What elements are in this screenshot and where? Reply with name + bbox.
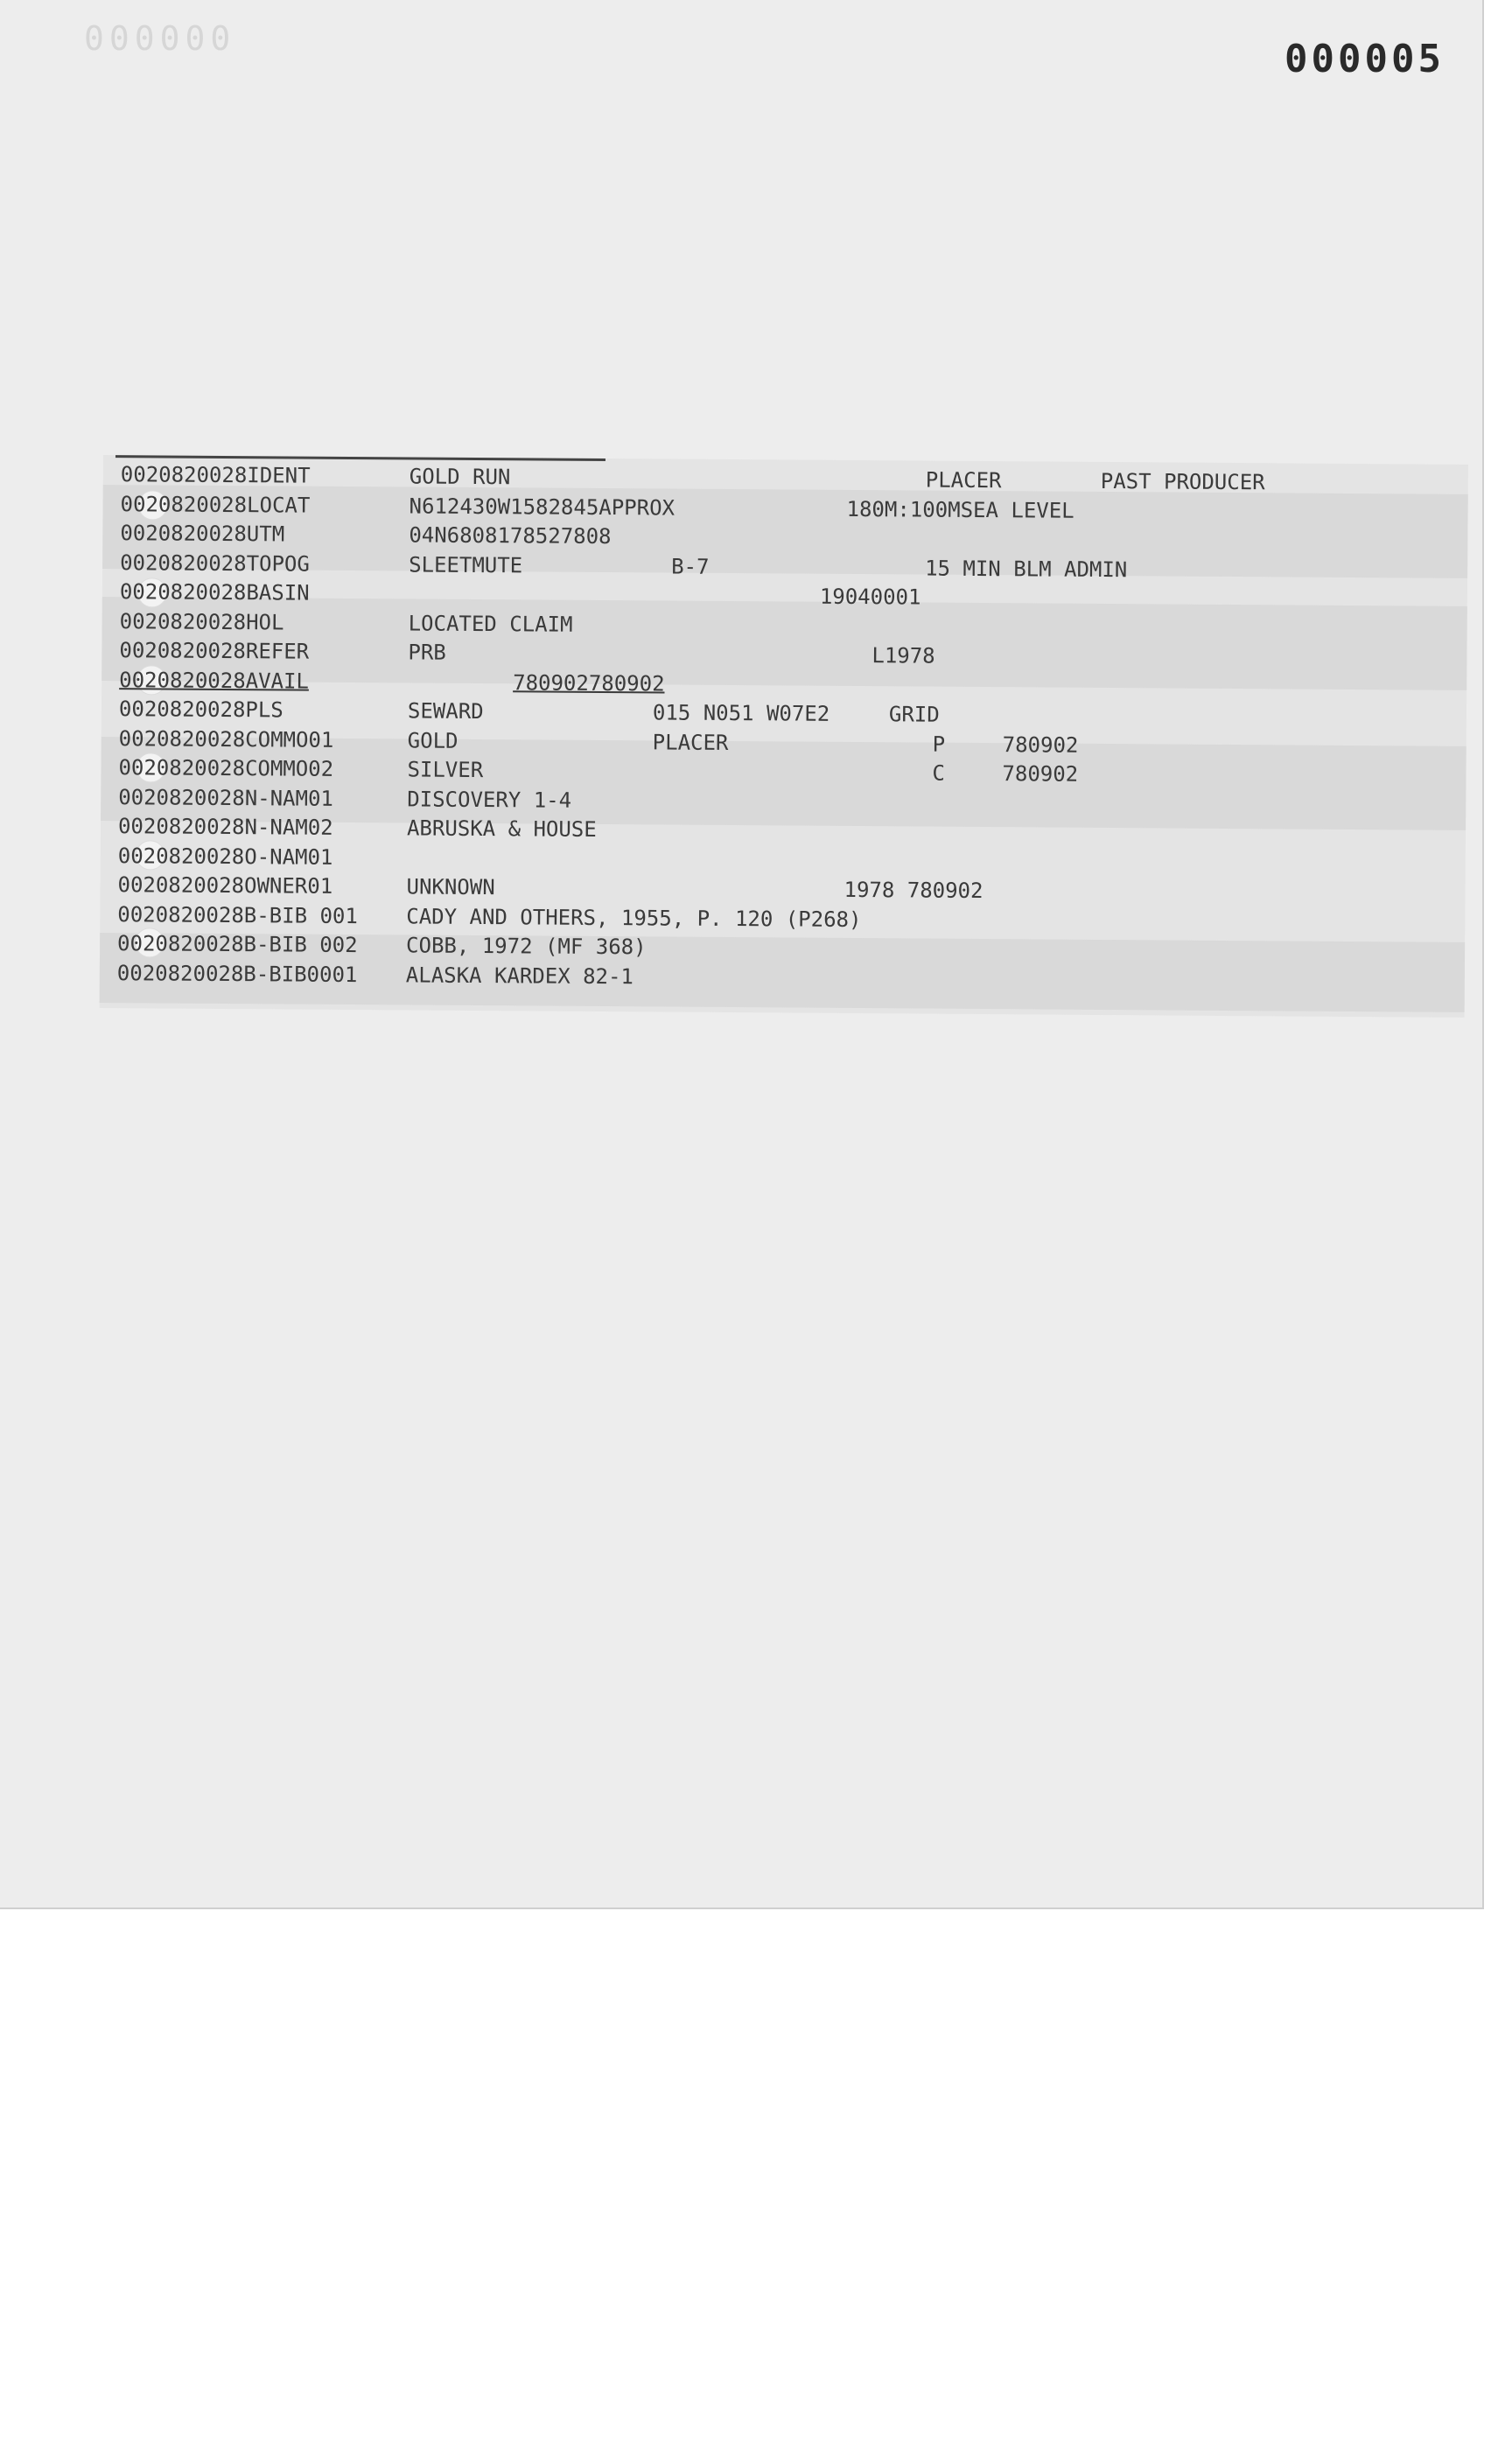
record-value: DISCOVERY 1-4 [407,786,572,813]
record-value: ABRUSKA & HOUSE [406,816,597,842]
record-key: 0020820028N-NAM02 [117,814,333,840]
record-key: 0020820028OWNER01 [117,872,333,899]
record-value: PRB [408,640,446,665]
record-key: 0020820028B-BIB 002 [117,931,358,958]
record-key: 0020820028BASIN [119,579,310,606]
record-value: CADY AND OTHERS, 1955, P. 120 (P268) [406,903,862,932]
record-value: SILVER [407,757,484,783]
record-key: 0020820028AVAIL [119,667,310,694]
record-value: SEWARD [407,698,484,724]
record-key: 0020820028N-NAM01 [118,784,334,811]
record-key: 0020820028COMMO02 [118,755,334,781]
record-key: 0020820028COMMO01 [118,725,334,752]
record-extra-field: C [932,760,946,786]
record-value: LOCATED CLAIM [408,610,573,637]
bleed-through-page-number: 000000 [79,19,231,58]
record-extra-field: 780902 [1002,732,1079,758]
record-value: UNKNOWN [406,874,495,900]
record-key: 0020820028B-BIB 001 [117,901,358,928]
record-key: 0020820028TOPOG [120,550,310,577]
record-extra-field: PLACER [925,467,1002,494]
record-extra-field: PLACER [652,729,729,755]
record-value: 04N6808178527808 [409,522,612,550]
record-key: 0020820028LOCAT [120,491,311,518]
record-value: SLEETMUTE [409,551,523,578]
record-extra-field: 19040001 [819,584,921,610]
record-value: GOLD RUN [409,464,511,490]
record-extra-field: 780902780902 [513,669,665,696]
record-extra-field: P [932,732,946,757]
page-number: 000005 [1284,37,1445,81]
record-extra-field: 180M:100MSEA LEVEL [846,496,1074,523]
record-key: 0020820028REFER [119,638,310,664]
record-value: GOLD [407,727,458,753]
record-key: 0020820028PLS [118,696,284,723]
record-key: 0020820028HOL [119,608,284,634]
record-key: 0020820028O-NAM01 [117,843,333,870]
record-extra-field: GRID [888,702,940,727]
record-extra-field: B-7 [671,554,710,579]
record-key: 0020820028IDENT [120,462,311,488]
record-extra-field: 015 N051 W07E2 [652,700,830,726]
record-value: N612430W1582845APPROX [409,493,676,521]
printout-strip [100,455,1468,1018]
record-value: COBB, 1972 (MF 368) [405,933,647,960]
record-extra-field: PAST PRODUCER [1100,468,1265,495]
record-extra-field: L1978 [872,643,935,668]
record-key: 0020820028UTM [120,521,285,547]
record-value: ALASKA KARDEX 82-1 [405,962,634,989]
record-extra-field: 780902 [1002,761,1079,787]
record-key: 0020820028B-BIB0001 [116,960,358,987]
record-extra-field: 15 MIN BLM ADMIN [925,556,1128,582]
record-extra-field: 1978 780902 [844,877,984,904]
